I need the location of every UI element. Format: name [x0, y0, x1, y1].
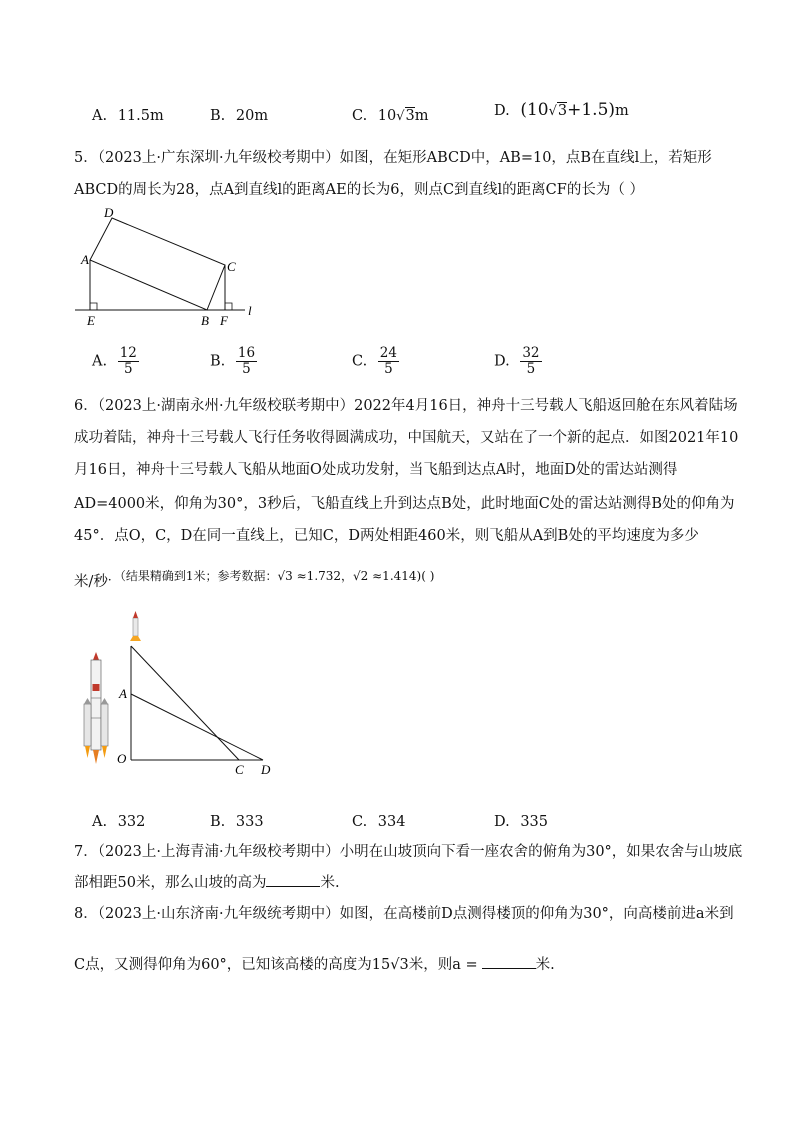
stem-text: C点，又测得仰角为60°，已知该高楼的高度为15√3米，则a = — [74, 957, 478, 973]
fraction-denominator: 5 — [124, 361, 133, 377]
q8-stem-line1: 8．（2023上·山东济南·九年级统考期中）如图，在高楼前D点测得楼顶的仰角为30°，向高楼前进a米到 — [74, 906, 734, 922]
option-value-radicand: 3 — [557, 103, 568, 119]
option-label: C. — [352, 108, 368, 124]
q5-option-c — [352, 346, 399, 377]
q4-option-c: C. 10√3m — [352, 108, 429, 124]
option-value-unit: m — [615, 103, 629, 119]
label-l: l — [248, 303, 252, 318]
q4-option-a — [92, 106, 164, 126]
answer-blank — [482, 954, 536, 969]
line-ad — [131, 694, 263, 760]
option-label: D. — [494, 814, 510, 830]
note-text: ．（结果精确到1米；参考数据： — [107, 569, 278, 583]
option-value-coef: 10 — [377, 108, 397, 124]
option-value: 334 — [377, 814, 406, 830]
q6-stem-line2: 成功着陆，神舟十三号载人飞行任务收得圆满成功，中国航天，又站在了一个新的起点．如图2021年10 — [74, 430, 739, 446]
option-fraction — [118, 346, 139, 377]
label-c: C — [227, 259, 236, 274]
option-label: A. — [92, 108, 108, 124]
label-f: F — [220, 313, 228, 328]
q6-stem-line6 — [74, 569, 435, 592]
option-value: 332 — [117, 814, 146, 830]
q6-option-b — [210, 812, 264, 832]
option-value-rest: +1.5) — [567, 100, 616, 120]
label-e: E — [87, 313, 95, 328]
option-value-radicand: 3 — [405, 108, 415, 124]
option-label: A. — [92, 353, 108, 370]
q5-stem-line2: ABCD的周长为28，点A到直线l的距离AE的长为6，则点C到直线l的距离CF的长为（ ） — [74, 182, 644, 198]
option-value: 11.5m — [117, 108, 164, 124]
q5-option-a — [92, 346, 139, 377]
label-o: O — [117, 751, 127, 766]
fraction-denominator: 5 — [242, 361, 251, 377]
q6-option-a — [92, 812, 145, 832]
small-rocket-icon — [130, 611, 141, 641]
option-label: B. — [210, 353, 226, 370]
q6-rocket-figure — [75, 608, 280, 778]
unit-text: 米. — [320, 875, 340, 891]
rocket-icon — [84, 652, 108, 764]
q6-stem-line4: AD=4000米，仰角为30°，3秒后，飞船直线上升到达点B处，此时地面C处的雷达站测得B处的仰角为 — [74, 496, 735, 512]
fraction-denominator: 5 — [384, 361, 393, 377]
rectangle-abcd — [90, 218, 225, 310]
option-fraction — [378, 346, 399, 377]
q5-stem-line1: 5．（2023上·广东深圳·九年级校考期中）如图，在矩形ABCD中，AB=10，点B在直线l上，若矩形 — [74, 150, 712, 166]
label-d: D — [261, 762, 271, 777]
option-label: A. — [92, 814, 108, 830]
q6-option-d — [494, 812, 548, 832]
label-c: C — [235, 762, 244, 777]
option-label: B. — [210, 108, 226, 124]
option-value: 20m — [235, 108, 269, 124]
right-angle-f — [225, 303, 232, 310]
option-fraction — [520, 346, 541, 377]
stem-text: 部相距50米，那么山坡的高为 — [74, 875, 267, 891]
fraction-numerator: 32 — [522, 345, 540, 361]
q4-option-b — [210, 106, 268, 126]
reference-data: √3 ≈1.732，√2 ≈1.414)( ) — [277, 569, 435, 583]
fraction-numerator: 16 — [237, 345, 256, 361]
q6-option-c — [352, 812, 405, 832]
option-value-unit: m — [414, 108, 429, 124]
q7-stem-line1: 7．（2023上·上海青浦·九年级校考期中）小明在山坡顶向下看一座农舍的俯角为30°，如果农舍与山坡底 — [74, 844, 743, 860]
option-value-open: (10 — [520, 100, 549, 120]
option-fraction — [236, 346, 257, 377]
right-angle-e — [90, 303, 97, 310]
label-a: A — [119, 686, 127, 701]
unit-text: 米/秒 — [74, 574, 108, 590]
q4-option-d: D. (10√3+1.5)m — [494, 100, 629, 120]
option-label: D. — [494, 103, 510, 119]
fraction-numerator: 24 — [379, 345, 397, 361]
q5-option-d — [494, 346, 542, 377]
option-value: 335 — [520, 814, 549, 830]
q6-stem-line5: 45°．点O，C，D在同一直线上，已知C，D两处相距460米，则飞船从A到B处的平均速度为多少 — [74, 528, 699, 544]
option-label: D. — [494, 353, 510, 370]
label-b: B — [201, 313, 209, 328]
fraction-numerator: 12 — [119, 345, 137, 361]
q5-rectangle-figure — [70, 205, 270, 330]
label-d: D — [104, 205, 114, 220]
option-label: B. — [210, 814, 226, 830]
option-value: 333 — [235, 814, 264, 830]
fraction-denominator: 5 — [526, 361, 536, 377]
q5-option-b — [210, 346, 257, 377]
q7-stem-line2 — [74, 872, 340, 893]
unit-text: 米. — [535, 957, 555, 973]
option-label: C. — [352, 814, 368, 830]
line-bc — [131, 646, 239, 760]
q6-stem-line1: 6．（2023上·湖南永州·九年级校联考期中）2022年4月16日，神舟十三号载人飞船返回舱在东风着陆场 — [74, 398, 738, 414]
q8-stem-line2 — [74, 954, 555, 975]
option-label: C. — [352, 353, 368, 370]
answer-blank — [266, 872, 320, 887]
q6-stem-line3: 月16日，神舟十三号载人飞船从地面O处成功发射，当飞船到达点A时，地面D处的雷达站测得 — [74, 462, 678, 478]
label-a: A — [81, 252, 89, 267]
